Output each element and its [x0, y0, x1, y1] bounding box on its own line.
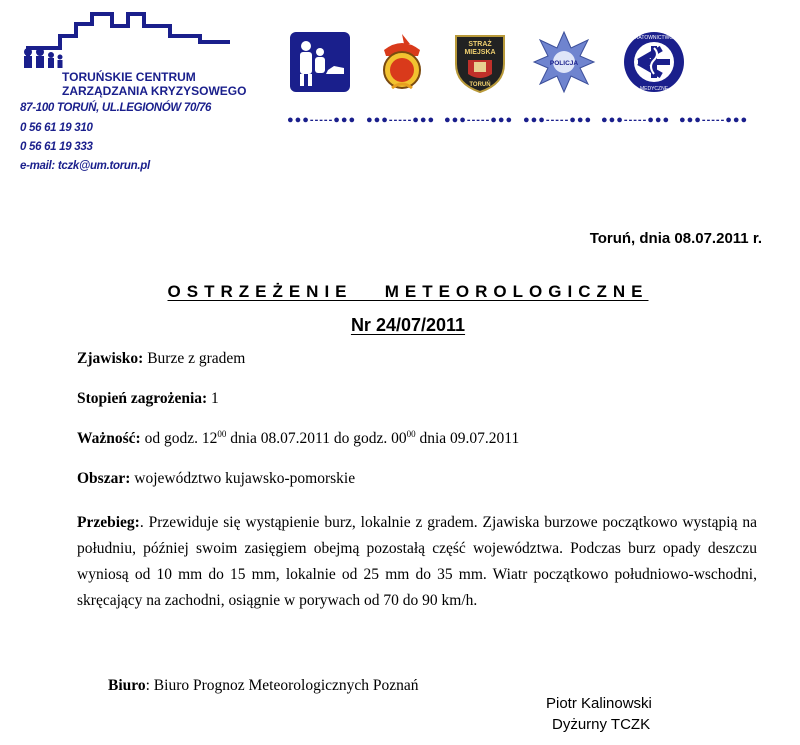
- waznosc-label: Ważność:: [77, 430, 141, 447]
- waznosc-text-2: dnia 08.07.2011 do godz. 00: [226, 430, 407, 447]
- document-date: Toruń, dnia 08.07.2011 r.: [589, 230, 762, 247]
- police-star-icon: [532, 30, 596, 94]
- ratownictwo-text: RATOWNICTWO: [634, 35, 674, 41]
- waznosc-text-3: dnia 09.07.2011: [415, 430, 520, 447]
- field-waznosc: [77, 430, 519, 448]
- waznosc-text-1: od godz. 12: [144, 430, 218, 447]
- document-number-text: Nr 24/07/2011: [350, 315, 466, 335]
- waznosc-sup-1: 00: [217, 429, 227, 439]
- org-address: 87-100 TORUŃ, UL.LEGIONÓW 70/76: [20, 102, 212, 114]
- separator-dots-3: ●●●-----●●●: [444, 114, 514, 126]
- document-title: [0, 282, 800, 302]
- biuro-value: : Biuro Prognoz Meteorologicznych Poznań: [145, 677, 419, 694]
- org-name-line2: ZARZĄDZANIA KRYZYSOWEGO: [62, 84, 247, 98]
- separator-dots-1: ●●●-----●●●: [287, 114, 357, 126]
- zjawisko-value: Burze z gradem: [147, 350, 246, 367]
- org-email: e-mail: tczk@um.torun.pl: [20, 160, 150, 172]
- medyczne-text: MEDYCZNE: [639, 86, 669, 92]
- separator-dots-5: ●●●-----●●●: [601, 114, 671, 126]
- waznosc-sup-2: 00: [406, 429, 416, 439]
- obszar-value: województwo kujawsko-pomorskie: [134, 470, 356, 487]
- field-biuro: [108, 677, 419, 695]
- przebieg-label: Przebieg:: [77, 514, 140, 531]
- separator-dots-2: ●●●-----●●●: [366, 114, 436, 126]
- city-guard-badge-icon: [448, 30, 512, 94]
- field-stopien: [77, 390, 219, 408]
- torun-text: TORUŃ: [469, 82, 491, 88]
- org-phone-2: 0 56 61 19 333: [20, 141, 93, 153]
- signature-name: Piotr Kalinowski: [546, 695, 652, 712]
- document-number: [0, 315, 800, 336]
- tczk-logo: [20, 8, 250, 68]
- org-phone-1: 0 56 61 19 310: [20, 122, 93, 134]
- medical-rescue-icon: [622, 30, 686, 94]
- zjawisko-label: Zjawisko:: [77, 350, 144, 367]
- biuro-label: Biuro: [108, 677, 146, 694]
- document-title-text: OSTRZEŻENIE METEOROLOGICZNE: [167, 282, 649, 301]
- przebieg-text: . Przewiduje się wystąpienie burz, lokalnie z gradem. Zjawiska burzowe początkowo wystąpią na południu, później swoim zasięgiem obejmą pozostałą część województwa. Podczas burz opady deszczu wyniosą od 10 mm do 15 mm, lokalnie od 25 mm do 35 mm. Wiatr początkowo południowo-wschodni, skręcający na zachodni, osiągnie w porywach od 70 do 90 km/h.: [77, 514, 757, 609]
- signature-role: Dyżurny TCZK: [552, 716, 651, 733]
- org-name-line1: TORUŃSKIE CENTRUM: [62, 70, 196, 84]
- fire-brigade-emblem-icon: [370, 30, 434, 94]
- stopien-label: Stopień zagrożenia:: [77, 390, 208, 407]
- separator-dots-6: ●●●-----●●●: [679, 114, 749, 126]
- policja-text: POLICJA: [549, 60, 579, 67]
- field-zjawisko: [77, 350, 245, 368]
- family-care-icon: [288, 30, 352, 94]
- field-obszar: [77, 470, 355, 488]
- obszar-label: Obszar:: [77, 470, 131, 487]
- field-przebieg: [77, 510, 757, 614]
- org-name: [62, 70, 246, 98]
- miejska-text: MIEJSKA: [464, 49, 496, 56]
- separator-dots-4: ●●●-----●●●: [523, 114, 593, 126]
- straz-text: STRAŻ: [468, 41, 492, 48]
- stopien-value: 1: [211, 390, 219, 407]
